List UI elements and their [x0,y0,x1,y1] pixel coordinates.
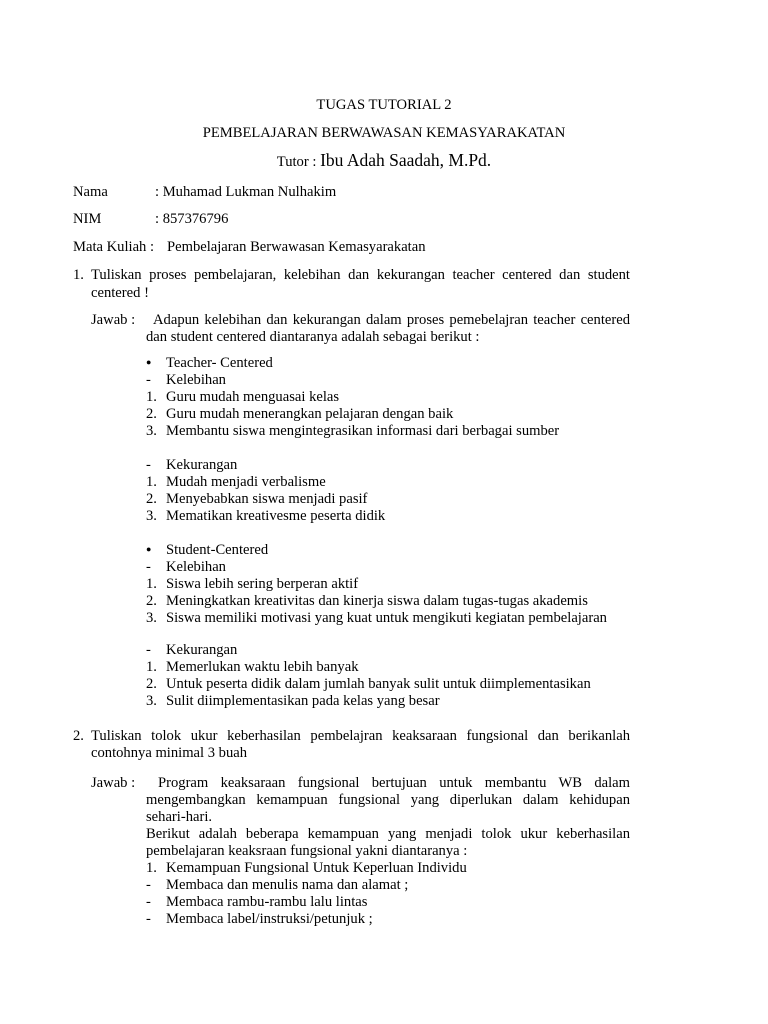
answer-2-sub-2: Membaca rambu-rambu lalu lintas [166,894,368,910]
dash-marker: - [146,894,151,910]
dash-marker: - [146,642,151,658]
list-number: 1. [146,576,157,592]
mata-kuliah-label: Mata Kuliah : [73,239,155,255]
student-kekurangan-3: Sulit diimplementasikan pada kelas yang besar [166,693,440,709]
student-kelebihan-2: Meningkatkan kreativitas dan kinerja siswa dalam tugas-tugas akademis [166,593,588,609]
dash-marker: - [146,877,151,893]
nama-label: Nama [73,184,108,200]
list-number: 2. [146,676,157,692]
list-number: 3. [146,508,157,524]
bullet-icon: ● [146,544,152,554]
teacher-kelebihan-1: Guru mudah menguasai kelas [166,389,340,405]
bullet-icon: ● [146,357,152,367]
answer-2-line4: Berikut adalah beberapa kemampuan yang menjadi tolok ukur keberhasilan [146,826,630,842]
answer-1-line1: Adapun kelebihan dan kekurangan dalam proses pemebelajran teacher centered [153,312,630,328]
question-2-text-line2: contohnya minimal 3 buah [91,745,248,761]
list-number: 2. [146,491,157,507]
student-kekurangan-1: Memerlukan waktu lebih banyak [166,659,359,675]
student-kekurangan-label: Kekurangan [166,642,238,658]
dash-marker: - [146,911,151,927]
question-1-text-line2: centered ! [91,285,149,301]
list-number: 3. [146,693,157,709]
teacher-kelebihan-2: Guru mudah menerangkan pelajaran dengan baik [166,406,454,422]
tutor-name: Ibu Adah Saadah, M.Pd. [320,150,492,170]
nama-value: : Muhamad Lukman Nulhakim [155,184,337,200]
question-2-number: 2. [73,728,84,744]
answer-2-sub-1: Membaca dan menulis nama dan alamat ; [166,877,409,893]
student-kekurangan-2: Untuk peserta didik dalam jumlah banyak sulit untuk diimplementasikan [166,676,591,692]
teacher-kekurangan-3: Mematikan kreativesme peserta didik [166,508,386,524]
list-number: 2. [146,406,157,422]
answer-2-line3: sehari-hari. [146,809,213,825]
student-kelebihan-1: Siswa lebih sering berperan aktif [166,576,359,592]
answer-2-sub-3: Membaca label/instruksi/petunjuk ; [166,911,373,927]
answer-2-label: Jawab : [91,775,136,791]
answer-2-line2: mengembangkan kemampuan fungsional yang diperlukan dalam kehidupan [146,792,630,808]
question-1-text-line1: Tuliskan proses pembelajaran, kelebihan dan kekurangan teacher centered dan student [91,267,630,283]
answer-1-label: Jawab : [91,312,136,328]
question-2-text-line1: Tuliskan tolok ukur keberhasilan pembelajran keaksaraan fungsional dan berikanlah [91,728,630,744]
document-title: TUGAS TUTORIAL 2 [316,97,452,113]
answer-1-line2: dan student centered diantaranya adalah sebagai berikut : [146,329,480,345]
list-number: 1. [146,389,157,405]
mata-kuliah-value: Pembelajaran Berwawasan Kemasyarakatan [167,239,426,255]
dash-marker: - [146,559,151,575]
teacher-kekurangan-2: Menyebabkan siswa menjadi pasif [166,491,368,507]
dash-marker: - [146,372,151,388]
teacher-centered-heading: Teacher- Centered [166,355,273,371]
document-subtitle: PEMBELAJARAN BERWAWASAN KEMASYARAKATAN [202,125,566,141]
teacher-kelebihan-3: Membantu siswa mengintegrasikan informasi dari berbagai sumber [166,423,560,439]
list-number: 3. [146,610,157,626]
list-number: 1. [146,860,157,876]
answer-2-line1: Program keaksaraan fungsional bertujuan untuk membantu WB dalam [158,775,630,791]
dash-marker: - [146,457,151,473]
student-kelebihan-3: Siswa memiliki motivasi yang kuat untuk mengikuti kegiatan pembelajaran [166,610,607,626]
nim-label: NIM [73,211,102,227]
nim-value: : 857376796 [155,211,229,227]
teacher-kekurangan-label: Kekurangan [166,457,238,473]
question-1-number: 1. [73,267,84,283]
list-number: 1. [146,659,157,675]
student-kelebihan-label: Kelebihan [166,559,226,575]
list-number: 2. [146,593,157,609]
teacher-kelebihan-label: Kelebihan [166,372,226,388]
teacher-kekurangan-1: Mudah menjadi verbalisme [166,474,326,490]
answer-2-line5: pembelajaran keaksraan fungsional yakni diantaranya : [146,843,468,859]
answer-2-item-1: Kemampuan Fungsional Untuk Keperluan Individu [166,860,467,876]
tutor-line [0,152,768,170]
list-number: 3. [146,423,157,439]
list-number: 1. [146,474,157,490]
tutor-label: Tutor : [276,154,317,170]
student-centered-heading: Student-Centered [166,542,269,558]
